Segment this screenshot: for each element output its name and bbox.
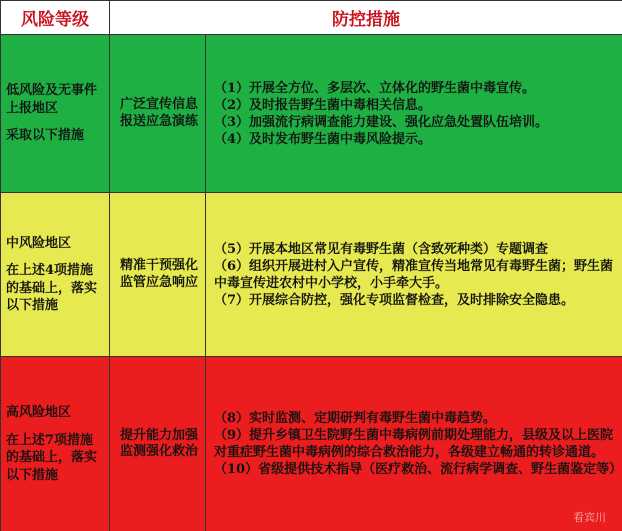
table-row-high-risk (1, 357, 622, 531)
measures-header: 防控措施 (110, 1, 622, 35)
high-risk-measures (206, 357, 622, 531)
risk-level-header: 风险等级 (1, 1, 110, 35)
measure-item: （3）加强流行病调查能力建设、强化应急处置队伍培训。 (214, 114, 549, 130)
watermark: 看宾川 (573, 511, 606, 524)
low-risk-summary: 广泛宣传信息报送应急演练 (110, 35, 206, 193)
high-risk-summary: 提升能力加强监测强化救治 (110, 357, 206, 531)
medium-risk-summary: 精准干预强化监管应急响应 (110, 193, 206, 357)
high-risk-level-cell (1, 357, 110, 531)
low-risk-level-note: 采取以下措施 (6, 128, 85, 144)
medium-risk-measures (206, 193, 622, 357)
measure-item: （7）开展综合防控，强化专项监督检查，及时排除安全隐患。 (214, 292, 575, 308)
medium-risk-level-name: 中风险地区 (6, 235, 72, 251)
measure-item: （10）省级提供技术指导（医疗救治、流行病学调查、野生菌鉴定等） (214, 462, 622, 477)
measure-item: （2）及时报告野生菌中毒相关信息。 (214, 97, 432, 113)
table-row-medium-risk (1, 193, 622, 357)
low-risk-measures (206, 35, 622, 193)
medium-risk-level-cell (1, 193, 110, 357)
high-risk-level-name: 高风险地区 (6, 405, 72, 420)
table-header-row (1, 1, 622, 35)
high-risk-level-note: 在上述7项措施的基础上，落实以下措施 (6, 432, 98, 483)
measure-item: （1）开展全方位、多层次、立体化的野生菌中毒宣传。 (214, 80, 536, 96)
measure-item: （8）实时监测、定期研判有毒野生菌中毒趋势。 (214, 411, 497, 426)
medium-risk-level-note: 在上述4项措施的基础上，落实以下措施 (6, 263, 98, 313)
table-row-low-risk (1, 35, 622, 193)
measure-item: （5）开展本地区常见有毒野生菌（含致死种类）专题调查 (214, 241, 549, 257)
low-risk-level-cell (1, 35, 110, 193)
measure-item: （6）组织开展进村入户宣传，精准宣传当地常见有毒野生菌；野生菌中毒宣传进农村中小学校，小手牵大手。 (214, 258, 614, 291)
measure-item: （4）及时发布野生菌中毒风险提示。 (214, 131, 432, 147)
low-risk-level-name: 低风险及无事件上报地区 (6, 83, 98, 116)
measure-item: （9）提升乡镇卫生院野生菌中毒病例前期处理能力，县级及以上医院对重症野生菌中毒病例的综合救治能力，各级建立畅通的转诊通道。 (214, 428, 614, 460)
